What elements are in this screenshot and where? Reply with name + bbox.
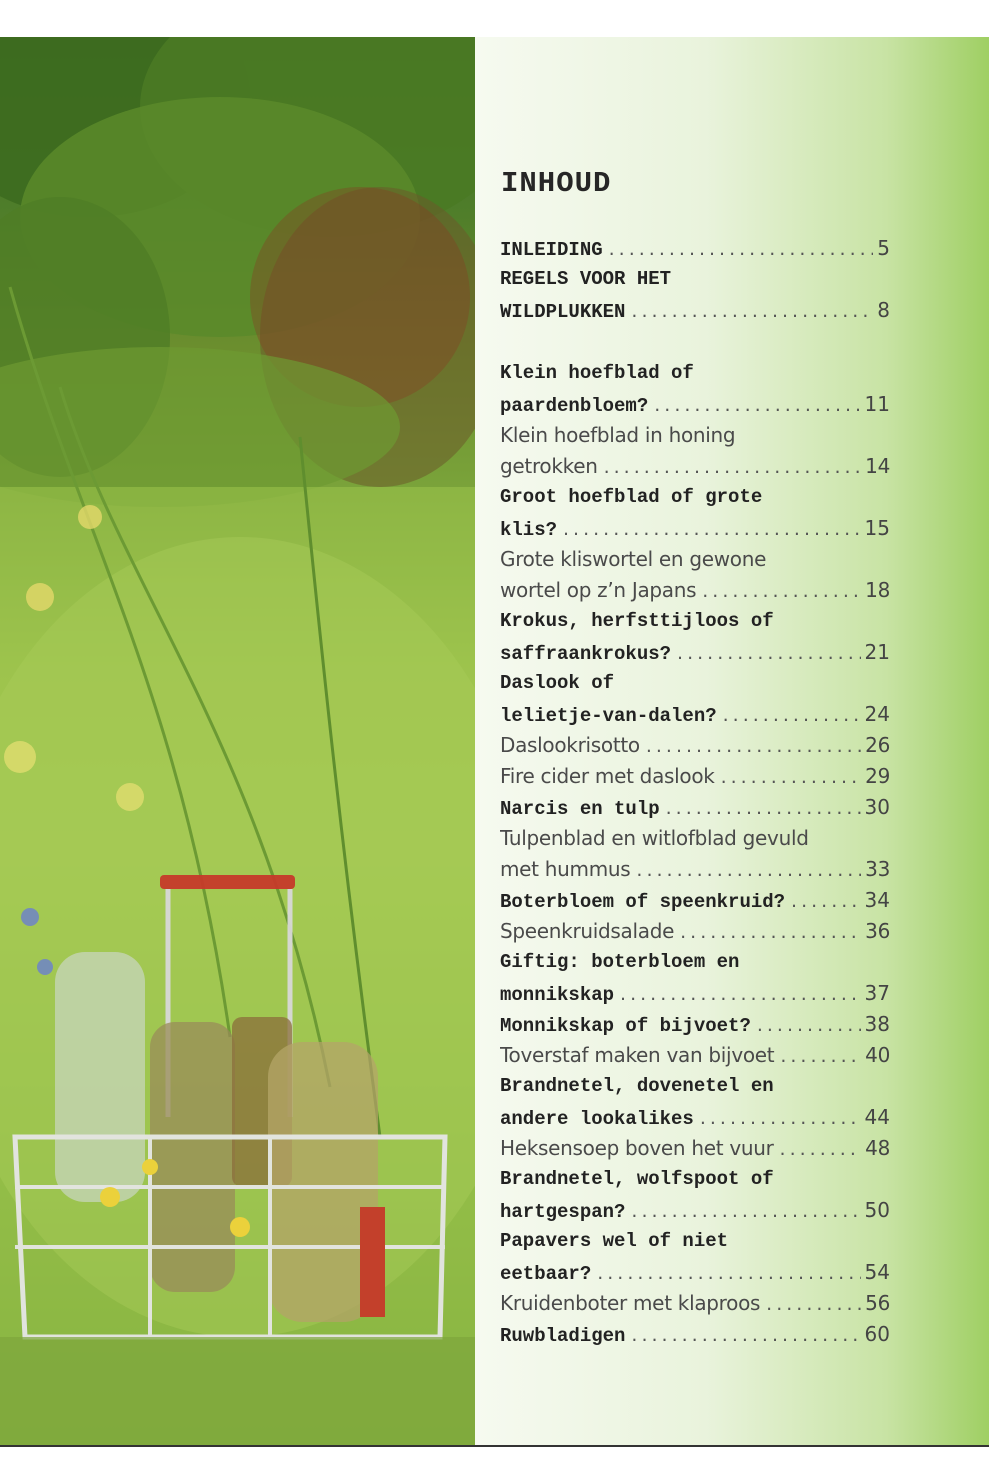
toc-entry-title: lelietje-van-dalen?	[500, 705, 717, 727]
toc-entry-line	[500, 916, 890, 947]
toc-entry-title: Klein hoefblad of	[500, 362, 694, 384]
toc-page-number: 26	[865, 733, 890, 757]
toc-entry-title: Ruwbladigen	[500, 1325, 626, 1347]
toc-entry[interactable]	[500, 1133, 890, 1164]
toc-entry-title: Papavers wel of niet	[500, 1230, 729, 1252]
toc-entry-title: Fire cider met daslook	[500, 764, 715, 788]
toc-entry[interactable]	[500, 761, 890, 792]
toc-page-number: 60	[864, 1322, 890, 1346]
toc-entry-line	[500, 1071, 890, 1102]
toc-entry[interactable]	[500, 358, 890, 420]
toc-entry[interactable]	[500, 916, 890, 947]
toc-entry-title: Toverstaf maken van bijvoet	[500, 1043, 775, 1067]
toc-entry-title: Boterbloem of speenkruid?	[500, 891, 786, 913]
toc-entry-line	[500, 575, 890, 606]
dot-leader	[591, 1258, 860, 1288]
toc-entry-line	[500, 668, 890, 699]
toc-entry-title: andere lookalikes	[500, 1108, 694, 1130]
toc-entry-title: Daslook of	[500, 672, 615, 694]
toc-entry[interactable]	[500, 1226, 890, 1288]
dot-leader	[760, 1289, 861, 1319]
dot-leader	[625, 296, 873, 326]
dot-leader	[660, 793, 861, 823]
toc-entry-line	[500, 1009, 890, 1040]
dot-leader	[625, 1320, 860, 1350]
toc-entry[interactable]	[500, 668, 890, 730]
toc-entry-title: Narcis en tulp	[500, 798, 660, 820]
toc-page-number: 24	[864, 702, 890, 726]
toc-entry-title: Speenkruidsalade	[500, 919, 675, 943]
toc-entry-title: monnikskap	[500, 984, 615, 1006]
dot-leader	[625, 1196, 860, 1226]
toc-entry[interactable]	[500, 1288, 890, 1319]
toc-page-number: 38	[864, 1012, 890, 1036]
toc-page-number: 30	[864, 795, 890, 819]
toc-entry-title: Tulpenblad en witlofblad gevuld	[500, 826, 809, 850]
toc-title: INHOUD	[501, 167, 612, 200]
toc-page-number: 56	[865, 1291, 890, 1315]
toc-entry-line	[500, 1257, 890, 1288]
toc-entry-title: Monnikskap of bijvoet?	[500, 1015, 751, 1037]
toc-entry-line	[500, 1133, 890, 1164]
toc-entry-line	[500, 544, 890, 575]
toc-spacer	[500, 326, 890, 358]
dot-leader	[640, 731, 861, 761]
toc-entry-title: getrokken	[500, 454, 598, 478]
toc-entry[interactable]	[500, 947, 890, 1009]
toc-entry-line	[500, 792, 890, 823]
toc-entry[interactable]	[500, 1040, 890, 1071]
toc-entry-line	[500, 1040, 890, 1071]
toc-entry-title: Klein hoefblad in honing	[500, 423, 736, 447]
toc-entry-title: Grote kliswortel en gewone	[500, 547, 767, 571]
toc-page-number: 11	[864, 392, 890, 416]
table-of-contents-panel	[475, 37, 989, 1445]
toc-entry-title: Brandnetel, dovenetel en	[500, 1075, 774, 1097]
toc-page-number: 40	[865, 1043, 890, 1067]
toc-page-number: 21	[864, 640, 890, 664]
toc-entry-line	[500, 482, 890, 513]
toc-page-number: 44	[864, 1105, 890, 1129]
toc-entry-line	[500, 233, 890, 264]
toc-page-number: 48	[865, 1136, 890, 1160]
dot-leader	[694, 1103, 861, 1133]
toc-entry-line	[500, 854, 890, 885]
toc-entry-title: klis?	[500, 519, 558, 541]
toc-entry[interactable]	[500, 1164, 890, 1226]
toc-entry-title: saffraankrokus?	[500, 643, 672, 665]
toc-entry-line	[500, 606, 890, 637]
toc-page-number: 37	[864, 981, 890, 1005]
toc-entry-title: wortel op z’n Japans	[500, 578, 697, 602]
toc-entry-line	[500, 699, 890, 730]
toc-page-number: 15	[864, 516, 890, 540]
dot-leader	[603, 234, 874, 264]
toc-entry[interactable]	[500, 792, 890, 823]
toc-entry-title: WILDPLUKKEN	[500, 301, 626, 323]
toc-entry-line	[500, 513, 890, 544]
toc-entry-title: eetbaar?	[500, 1263, 592, 1285]
toc-entry[interactable]	[500, 823, 890, 885]
dot-leader	[715, 762, 862, 792]
dot-leader	[557, 514, 861, 544]
toc-entry[interactable]	[500, 264, 890, 326]
dot-leader	[648, 390, 860, 420]
dot-leader	[717, 700, 861, 730]
dot-leader	[674, 917, 861, 947]
toc-entry[interactable]	[500, 606, 890, 668]
toc-entry-title: Brandnetel, wolfspoot of	[500, 1168, 774, 1190]
page-bottom-rule	[0, 1445, 989, 1447]
toc-entry-title: Kruidenboter met klaproos	[500, 1291, 761, 1315]
toc-entry-line	[500, 389, 890, 420]
toc-entry[interactable]	[500, 420, 890, 482]
toc-entry-title: REGELS VOOR HET	[500, 268, 672, 290]
toc-page-number: 18	[865, 578, 890, 602]
toc-entry-title: paardenbloem?	[500, 395, 649, 417]
toc-entry-line	[500, 823, 890, 854]
toc-entry-line	[500, 885, 890, 916]
toc-entry[interactable]	[500, 1319, 890, 1350]
toc-entry-line	[500, 1319, 890, 1350]
toc-entry-title: Groot hoefblad of grote	[500, 486, 763, 508]
dot-leader	[630, 855, 861, 885]
toc-entry-title: INLEIDING	[500, 239, 603, 261]
toc-entry-line	[500, 978, 890, 1009]
toc-entry[interactable]	[500, 885, 890, 916]
toc-entry-line	[500, 420, 890, 451]
toc-entry-line	[500, 264, 890, 295]
toc-entry[interactable]	[500, 730, 890, 761]
toc-entry-line	[500, 1288, 890, 1319]
dot-leader	[751, 1010, 861, 1040]
toc-page-number: 36	[865, 919, 890, 943]
toc-entry-line	[500, 451, 890, 482]
toc-entry-line	[500, 1226, 890, 1257]
dot-leader	[774, 1134, 862, 1164]
toc-entry-line	[500, 947, 890, 978]
toc-entry[interactable]	[500, 482, 890, 544]
toc-entry-title: Krokus, herfsttijloos of	[500, 610, 774, 632]
toc-entry-title: Daslookrisotto	[500, 733, 640, 757]
toc-page-number: 29	[865, 764, 890, 788]
toc-page-number: 5	[877, 236, 890, 260]
toc-list	[500, 233, 890, 1350]
toc-entry-line	[500, 295, 890, 326]
toc-page-number: 33	[865, 857, 890, 881]
toc-entry-line	[500, 1195, 890, 1226]
book-page	[0, 37, 989, 1445]
toc-entry-line	[500, 761, 890, 792]
toc-entry-title: met hummus	[500, 857, 631, 881]
toc-entry-line	[500, 637, 890, 668]
dot-leader	[774, 1041, 861, 1071]
toc-entry-line	[500, 358, 890, 389]
toc-entry-line	[500, 1102, 890, 1133]
toc-entry-title: hartgespan?	[500, 1201, 626, 1223]
dot-leader	[696, 576, 861, 606]
toc-page-number: 14	[865, 454, 890, 478]
toc-entry-title: Heksensoep boven het vuur	[500, 1136, 774, 1160]
toc-page-number: 34	[864, 888, 890, 912]
dot-leader	[671, 638, 861, 668]
toc-page-number: 54	[864, 1260, 890, 1284]
toc-entry[interactable]	[500, 544, 890, 606]
toc-entry[interactable]	[500, 233, 890, 264]
garden-photo	[0, 37, 475, 1445]
toc-entry[interactable]	[500, 1071, 890, 1133]
dot-leader	[785, 886, 861, 916]
dot-leader	[598, 452, 862, 482]
toc-entry-line	[500, 730, 890, 761]
toc-entry[interactable]	[500, 1009, 890, 1040]
dot-leader	[614, 979, 861, 1009]
toc-entry-title: Giftig: boterbloem en	[500, 951, 740, 973]
toc-entry-line	[500, 1164, 890, 1195]
garden-illustration	[0, 37, 475, 1445]
toc-page-number: 50	[864, 1198, 890, 1222]
toc-page-number: 8	[877, 298, 890, 322]
